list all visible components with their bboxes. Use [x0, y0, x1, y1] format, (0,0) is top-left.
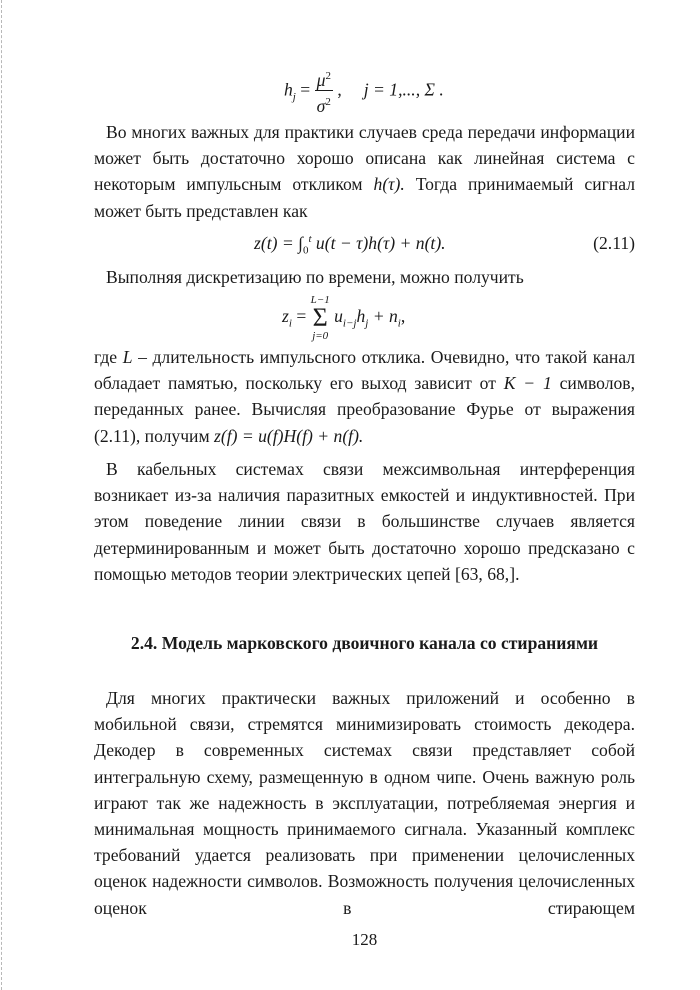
section-heading: 2.4. Модель марковского двоичного канала со стираниями [130, 633, 599, 653]
eq-hj-lhs-sub: j [292, 90, 296, 103]
para1-tail: Тогда принимаемый сигнал может быть представлен как [94, 174, 635, 221]
eq-zi-h-sub: j [365, 317, 369, 330]
paragraph-4 [94, 456, 635, 587]
eq-hj-denominator: σ [316, 95, 326, 116]
eq-hj-range: j = 1,..., Σ . [363, 79, 444, 100]
para3-fourier-eq: z(f) = u(f)H(f) + n(f). [214, 425, 364, 446]
para4-text: В кабельных системах связи межсимвольная интерференция возникает из-за наличия паразитных емкостей и индуктивностей. При этом поведение линии связи в большинстве случаев является детерминированным и может быть достаточно хорошо предсказано с помощью методов теории электрических цепей [63, 68,]. [94, 459, 635, 584]
eq211-lhs: z(t) = ∫ [254, 233, 303, 253]
eq-zi-tail: , [400, 306, 406, 327]
para1-impulse-response: h(τ). [373, 174, 405, 195]
eq211-lower-limit: 0 [302, 244, 309, 257]
eq-zi-n-sub: i [397, 317, 401, 330]
para3-K: K − 1 [503, 373, 552, 394]
eq-zi-n: + n [372, 306, 398, 327]
eq-hj-numerator: μ [316, 69, 326, 90]
para3-start: где [94, 347, 118, 367]
para3-text-b: – длительность импульсного отклика. Очевидно, что такой канал обладает памятью, поскольку его выход зависит от [94, 347, 636, 394]
eq-hj-fraction [315, 66, 333, 117]
equation-2-11 [254, 233, 446, 257]
eq211-upper-limit: t [308, 233, 312, 246]
para5-text: Для многих практически важных приложений и особенно в мобильной связи, стремятся минимизировать стоимость декодера. Декодер в современных системах связи представляет собой интегральную схему, размещенную в одном чипе. Очень важную роль играют так же надежность в эксплуатации, потребляемая энергия и минимальная мощность принимаемого сигнала. Указанный комплекс требований удается реализовать при применении целочисленных оценок надежности символов. Возможность получения целочисленных оценок в стирающем [94, 688, 635, 918]
para3-text-c: символов, переданных ранее. Вычисляя преобразование Фурье от выражения (2.11), получим [94, 373, 635, 446]
sigma-symbol: Σ [312, 303, 328, 332]
eq-zi-h: h [356, 306, 366, 327]
para3-L: L [122, 347, 133, 367]
eq-zi-lhs-sub: i [288, 317, 292, 330]
eq-hj-lhs: h [284, 79, 293, 100]
eq-zi-upper: L−1 [310, 294, 330, 306]
paragraph-2 [94, 264, 635, 290]
para2-text: Выполняя дискретизацию по времени, можно получить [106, 267, 524, 287]
equation-hj: $h_j$ = $\frac{\mu^2}{\sigma^2}$ , j = 1,..., Σ . [284, 66, 444, 117]
eq-zi-sum [311, 294, 330, 342]
paragraph-1 [94, 119, 635, 224]
equation-zi: $z_i$ = L−1 Σ j=0 $u_{i-j}h_j + n_i$, [282, 294, 406, 342]
equation-number-2-11: (2.11) [593, 233, 635, 253]
paragraph-5 [94, 685, 635, 921]
eq-zi-u-sub: i−j [342, 317, 357, 330]
eq-hj-num-sup: 2 [325, 70, 331, 82]
eq-hj-den-sup: 2 [325, 95, 331, 108]
eq211-rhs: u(t − τ)h(τ) + n(t). [315, 233, 446, 253]
document-page [94, 0, 635, 990]
eq-zi-lower: j=0 [312, 330, 329, 342]
paragraph-3 [94, 344, 635, 449]
page-edge-guide [1, 0, 2, 990]
page-number: 128 [351, 930, 378, 949]
eq-zi-u: u [334, 306, 343, 327]
eq-zi-lhs: z [282, 306, 289, 327]
para1-text: Во многих важных для практики случаев среда передачи информации может быть достаточно хорошо описана как линейная система с некоторым импульсным откликом [94, 122, 635, 195]
